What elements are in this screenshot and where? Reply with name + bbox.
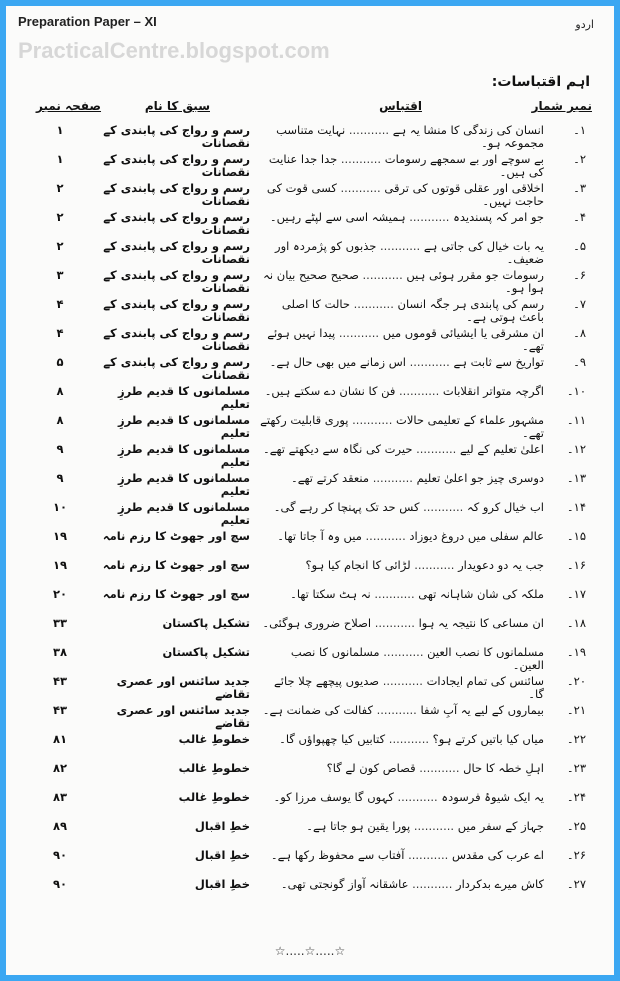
row-number: ۲۷۔ [566, 877, 586, 891]
table-row [6, 849, 614, 877]
row-number: ۱۴۔ [566, 500, 586, 514]
page-number: ۲ [56, 181, 64, 195]
quote-start: مسلمانوں کا نصب العین [427, 645, 544, 659]
quote-end: میں وہ آ جاتا تھا۔ [277, 529, 362, 543]
quote-text [258, 791, 544, 804]
lesson-name: مسلمانوں کا قدیم طرزِ تعلیم [117, 471, 250, 498]
watermark: PracticalCentre.blogspot.com [18, 38, 330, 63]
table-row [6, 182, 614, 210]
quote-dots: ........... [397, 790, 438, 804]
quote-dots: ........... [409, 355, 450, 369]
quote-start: اے عرب کی مقدس [451, 848, 544, 862]
quote-text [258, 501, 544, 514]
quote-text [258, 588, 544, 601]
quote-dots: ........... [352, 413, 393, 427]
page-number: ۵ [56, 355, 64, 369]
page-number: ۱۹ [52, 558, 68, 572]
footer-stars: ☆.....☆.....☆ [274, 944, 346, 958]
lesson-name: خطِ اقبال [194, 848, 250, 862]
table-row [6, 211, 614, 239]
quote-start: جو امر کہ پسندیدہ [453, 210, 544, 224]
quote-start: انسان کی زندگی کا منشا یہ ہے [392, 123, 544, 137]
quote-start: رسم کی پابندی ہر جگہ انسان [397, 297, 544, 311]
page-number: ۹ [56, 442, 64, 456]
quote-text [258, 240, 544, 266]
row-number: ۲۶۔ [566, 848, 586, 862]
page-number: ۴۳ [52, 674, 68, 688]
quote-end: جذبوں کو پژمردہ اور ضعیف۔ [275, 239, 544, 266]
lesson-name: خطوطِ غالب [178, 761, 250, 775]
lesson-name: خطوطِ غالب [178, 790, 250, 804]
row-number: ۵۔ [573, 239, 586, 253]
row-number: ۱۳۔ [566, 471, 586, 485]
row-number: ۷۔ [573, 297, 586, 311]
quote-end: پوری قابلیت رکھتے تھے۔ [260, 413, 544, 440]
lesson-name: مسلمانوں کا قدیم طرزِ تعلیم [117, 442, 250, 469]
quote-start: اب خیال کرو کہ [466, 500, 544, 514]
table-row [6, 559, 614, 587]
quote-text [258, 762, 544, 775]
lesson-name: رسم و رواج کی پابندی کے نقصانات [103, 239, 250, 266]
quote-text [258, 472, 544, 485]
page-number: ۱۹ [52, 529, 68, 543]
table-row [6, 646, 614, 674]
quote-dots: ........... [348, 123, 390, 137]
page-number: ۴۳ [52, 703, 68, 717]
quote-text [258, 530, 544, 543]
quote-text [258, 443, 544, 456]
row-number: ۱۸۔ [566, 616, 586, 630]
quote-end: حالت کا اصلی باعث ہوتی ہے۔ [281, 297, 544, 324]
quote-text [258, 733, 544, 746]
quote-end: کسی قوت کی حاجت نہیں۔ [266, 181, 544, 208]
row-number: ۱۷۔ [566, 587, 586, 601]
table-row [6, 298, 614, 326]
lesson-name: جدید سائنس اور عصری تقاضے [116, 674, 250, 701]
quote-end: عاشقانہ آواز گونجتی تھی۔ [280, 877, 409, 891]
quote-text [258, 820, 544, 833]
lesson-name: مسلمانوں کا قدیم طرزِ تعلیم [117, 384, 250, 411]
row-number: ۱۲۔ [566, 442, 586, 456]
page-number: ۲۰ [52, 587, 68, 601]
quote-dots: ........... [340, 152, 382, 166]
page-number: ۹ [56, 471, 64, 485]
quote-text [258, 385, 544, 398]
page-number: ۱ [56, 123, 64, 137]
page-number: ۴ [56, 297, 64, 311]
page-number: ۲ [56, 210, 64, 224]
quote-text [258, 675, 544, 701]
page-number: ۸۲ [52, 761, 68, 775]
quote-text [258, 559, 544, 572]
quote-start: میاں کیا باتیں کرتے ہو؟ [432, 732, 544, 746]
lesson-name: خطِ اقبال [194, 877, 250, 891]
quote-end: نہ ہٹ سکتا تھا۔ [290, 587, 371, 601]
quote-dots: ........... [399, 384, 440, 398]
quote-dots: ........... [408, 848, 449, 862]
page-number: ۸۳ [52, 790, 68, 804]
row-number: ۱۔ [573, 123, 586, 137]
quote-dots: ........... [416, 442, 457, 456]
quote-dots: ........... [365, 529, 406, 543]
quote-text [258, 124, 544, 150]
lesson-name: رسم و رواج کی پابندی کے نقصانات [103, 355, 250, 382]
page-number: ۳ [56, 268, 64, 282]
quote-dots: ........... [376, 703, 417, 717]
quote-start: دوسری چیز جو اعلیٰ تعلیم [416, 471, 544, 485]
quote-start: یہ ایک شیوۂ فرسودہ [441, 790, 544, 804]
quote-dots: ........... [419, 761, 460, 775]
lesson-name: تشکیل پاکستان [162, 616, 250, 630]
quote-dots: ........... [374, 587, 415, 601]
quote-text [258, 878, 544, 891]
table-row [6, 617, 614, 645]
row-number: ۱۱۔ [566, 413, 586, 427]
row-number: ۲۴۔ [566, 790, 586, 804]
lesson-name: رسم و رواج کی پابندی کے نقصانات [103, 152, 250, 179]
table-row [6, 124, 614, 152]
quote-dots: ........... [413, 819, 455, 833]
quote-end: کہوں گا یوسف مرزا کو۔ [273, 790, 394, 804]
quote-end: ہمیشہ اسی سے لپٹے رہیں۔ [269, 210, 406, 224]
section-title: اہم اقتباسات: [491, 74, 590, 90]
page-number: ۱۰ [52, 500, 68, 514]
table-row [6, 385, 614, 413]
quote-start: تواریخ سے ثابت ہے [453, 355, 544, 369]
table-row [6, 762, 614, 790]
quote-dots: ........... [412, 877, 453, 891]
quote-dots: ........... [380, 239, 421, 253]
quote-text [258, 211, 544, 224]
lesson-name: رسم و رواج کی پابندی کے نقصانات [103, 181, 250, 208]
lesson-name: رسم و رواج کی پابندی کے نقصانات [103, 210, 250, 237]
table-row [6, 878, 614, 906]
table-row [6, 791, 614, 819]
quote-text [258, 298, 544, 324]
row-number: ۸۔ [573, 326, 586, 340]
quote-start: رسومات جو مقرر ہوئی ہیں [406, 268, 544, 282]
quote-text [258, 704, 544, 717]
lesson-name: مسلمانوں کا قدیم طرزِ تعلیم [117, 500, 250, 527]
row-number: ۳۔ [573, 181, 586, 195]
row-number: ۴۔ [573, 210, 586, 224]
quote-dots: ........... [382, 674, 423, 688]
quote-start: کاش میرے بدکردار [456, 877, 544, 891]
table-row [6, 472, 614, 500]
quote-dots: ........... [414, 558, 455, 572]
quote-start: ان مساعی کا نتیجہ یہ ہوا [418, 616, 544, 630]
quote-start: یہ بات خیال کی جاتی ہے [423, 239, 544, 253]
quote-text [258, 849, 544, 862]
table-row [6, 820, 614, 848]
quote-start: مشہور علماء کے تعلیمی حالات [396, 413, 544, 427]
table-row [6, 414, 614, 442]
lesson-name: تشکیل پاکستان [162, 645, 250, 659]
quote-dots: ........... [372, 471, 413, 485]
page-number: ۱ [56, 152, 64, 166]
page-number: ۸۱ [52, 732, 68, 746]
quote-end: منعقد کرتے تھے۔ [290, 471, 370, 485]
quote-end: اصلاح ضروری ہوگئی۔ [262, 616, 372, 630]
quote-end: صحیح صحیح بیان نہ ہوا ہو۔ [263, 268, 544, 295]
lesson-name: سچ اور جھوٹ کا رزم نامہ [102, 558, 250, 572]
column-header-page: صفحہ نمبر [36, 99, 102, 113]
row-number: ۹۔ [573, 355, 586, 369]
lesson-name: سچ اور جھوٹ کا رزم نامہ [102, 587, 250, 601]
column-header-number: نمبر شمار [531, 99, 592, 113]
quote-text [258, 182, 544, 208]
document-page [6, 6, 614, 975]
quote-start: بے سوچے اور بے سمجھے رسومات [384, 152, 544, 166]
quote-start: ان مشرقی یا ایشیائی قوموں میں [382, 326, 544, 340]
lesson-name: رسم و رواج کی پابندی کے نقصانات [103, 123, 250, 150]
quote-start: عالم سفلی میں دروغ دیوزاد [409, 529, 544, 543]
quote-text [258, 646, 544, 672]
table-row [6, 733, 614, 761]
quote-end: نہایت متناسب مجموعہ ہو۔ [276, 123, 544, 150]
lesson-name: سچ اور جھوٹ کا رزم نامہ [102, 529, 250, 543]
row-number: ۲۵۔ [566, 819, 586, 833]
quote-end: مسلمانوں کا نصب العین۔ [290, 645, 544, 672]
quote-text [258, 153, 544, 179]
quote-start: بیماروں کے لیے یہ آبِ شفا [420, 703, 544, 717]
page-number: ۹۰ [52, 877, 68, 891]
quote-text [258, 414, 544, 440]
page-number: ۸۹ [52, 819, 68, 833]
row-number: ۲۔ [573, 152, 586, 166]
quote-text [258, 269, 544, 295]
page-number: ۸ [56, 413, 64, 427]
row-number: ۲۲۔ [566, 732, 586, 746]
quote-dots: ........... [338, 326, 380, 340]
row-number: ۲۱۔ [566, 703, 586, 717]
quote-end: پورا یقین ہو جاتا ہے۔ [306, 819, 411, 833]
table-row [6, 443, 614, 471]
quote-dots: ........... [383, 645, 424, 659]
quote-dots: ........... [353, 297, 394, 311]
quote-end: فن کا نشان دے سکتے ہیں۔ [264, 384, 396, 398]
lesson-name: رسم و رواج کی پابندی کے نقصانات [103, 326, 250, 353]
lesson-name: جدید سائنس اور عصری تقاضے [116, 703, 250, 730]
column-header-lesson: سبق کا نام [144, 99, 210, 113]
page-number: ۹۰ [52, 848, 68, 862]
row-number: ۱۵۔ [566, 529, 586, 543]
quote-end: کتابیں کیا چھپواؤں گا۔ [279, 732, 386, 746]
quote-text [258, 327, 544, 353]
paper-title: Preparation Paper – XI [18, 14, 157, 29]
row-number: ۱۰۔ [566, 384, 586, 398]
quote-end: حیرت کی نگاہ سے دیکھتے تھے۔ [263, 442, 413, 456]
row-number: ۱۹۔ [566, 645, 586, 659]
quote-end: صدیوں پیچھے چلا جائے گا۔ [274, 674, 544, 701]
table-row [6, 704, 614, 732]
table-row [6, 530, 614, 558]
quote-end: قصاص کون لے گا؟ [326, 761, 416, 775]
quote-end: آفتاب سے محفوظ رکھا ہے۔ [270, 848, 405, 862]
page-number: ۲ [56, 239, 64, 253]
row-number: ۲۰۔ [566, 674, 586, 688]
row-number: ۶۔ [573, 268, 586, 282]
quote-start: اگرچہ متواتر انقلابات [442, 384, 544, 398]
quote-end: لڑائی کا انجام کیا ہو؟ [305, 558, 411, 572]
page-number: ۳۳ [52, 616, 68, 630]
subject-label: اردو [575, 18, 594, 31]
quote-end: کفالت کی ضمانت ہے۔ [262, 703, 373, 717]
lesson-name: مسلمانوں کا قدیم طرزِ تعلیم [117, 413, 250, 440]
quote-start: جہاز کے سفر میں [457, 819, 544, 833]
quote-start: اعلیٰ تعلیم کے لیے [459, 442, 544, 456]
page-number: ۸ [56, 384, 64, 398]
quote-start: ملکہ کی شان شاہانہ تھی [418, 587, 544, 601]
page-number: ۴ [56, 326, 64, 340]
quote-start: جب یہ دو دعویدار [458, 558, 544, 572]
lesson-name: خطوطِ غالب [178, 732, 250, 746]
table-row [6, 501, 614, 529]
quote-text [258, 356, 544, 369]
row-number: ۲۳۔ [566, 761, 586, 775]
table-row [6, 356, 614, 384]
lesson-name: رسم و رواج کی پابندی کے نقصانات [103, 268, 250, 295]
column-header-quote: اقتباس [379, 99, 422, 113]
page-number: ۳۸ [52, 645, 68, 659]
quote-dots: ........... [409, 210, 450, 224]
quote-start: سائنس کی تمام ایجادات [426, 674, 544, 688]
quote-text [258, 617, 544, 630]
quote-end: اس زمانے میں بھی حال ہے۔ [269, 355, 406, 369]
row-number: ۱۶۔ [566, 558, 586, 572]
table-row [6, 327, 614, 355]
quote-dots: ........... [374, 616, 415, 630]
quote-end: کس حد تک پہنچا کر رہے گی۔ [273, 500, 420, 514]
quote-start: اہلِ خطہ کا حال [463, 761, 544, 775]
quote-start: اخلاقی اور عقلی قوتوں کی ترقی [384, 181, 544, 195]
quote-dots: ........... [362, 268, 403, 282]
lesson-name: رسم و رواج کی پابندی کے نقصانات [103, 297, 250, 324]
table-row [6, 269, 614, 297]
quote-dots: ........... [423, 500, 464, 514]
table-row [6, 153, 614, 181]
quote-end: جدا جدا عنایت کی ہیں۔ [268, 152, 544, 179]
table-row [6, 588, 614, 616]
quote-end: پیدا نہیں ہوئے تھے۔ [267, 326, 544, 353]
table-row [6, 240, 614, 268]
quote-dots: ........... [340, 181, 381, 195]
table-row [6, 675, 614, 703]
lesson-name: خطِ اقبال [194, 819, 250, 833]
quote-dots: ........... [388, 732, 430, 746]
